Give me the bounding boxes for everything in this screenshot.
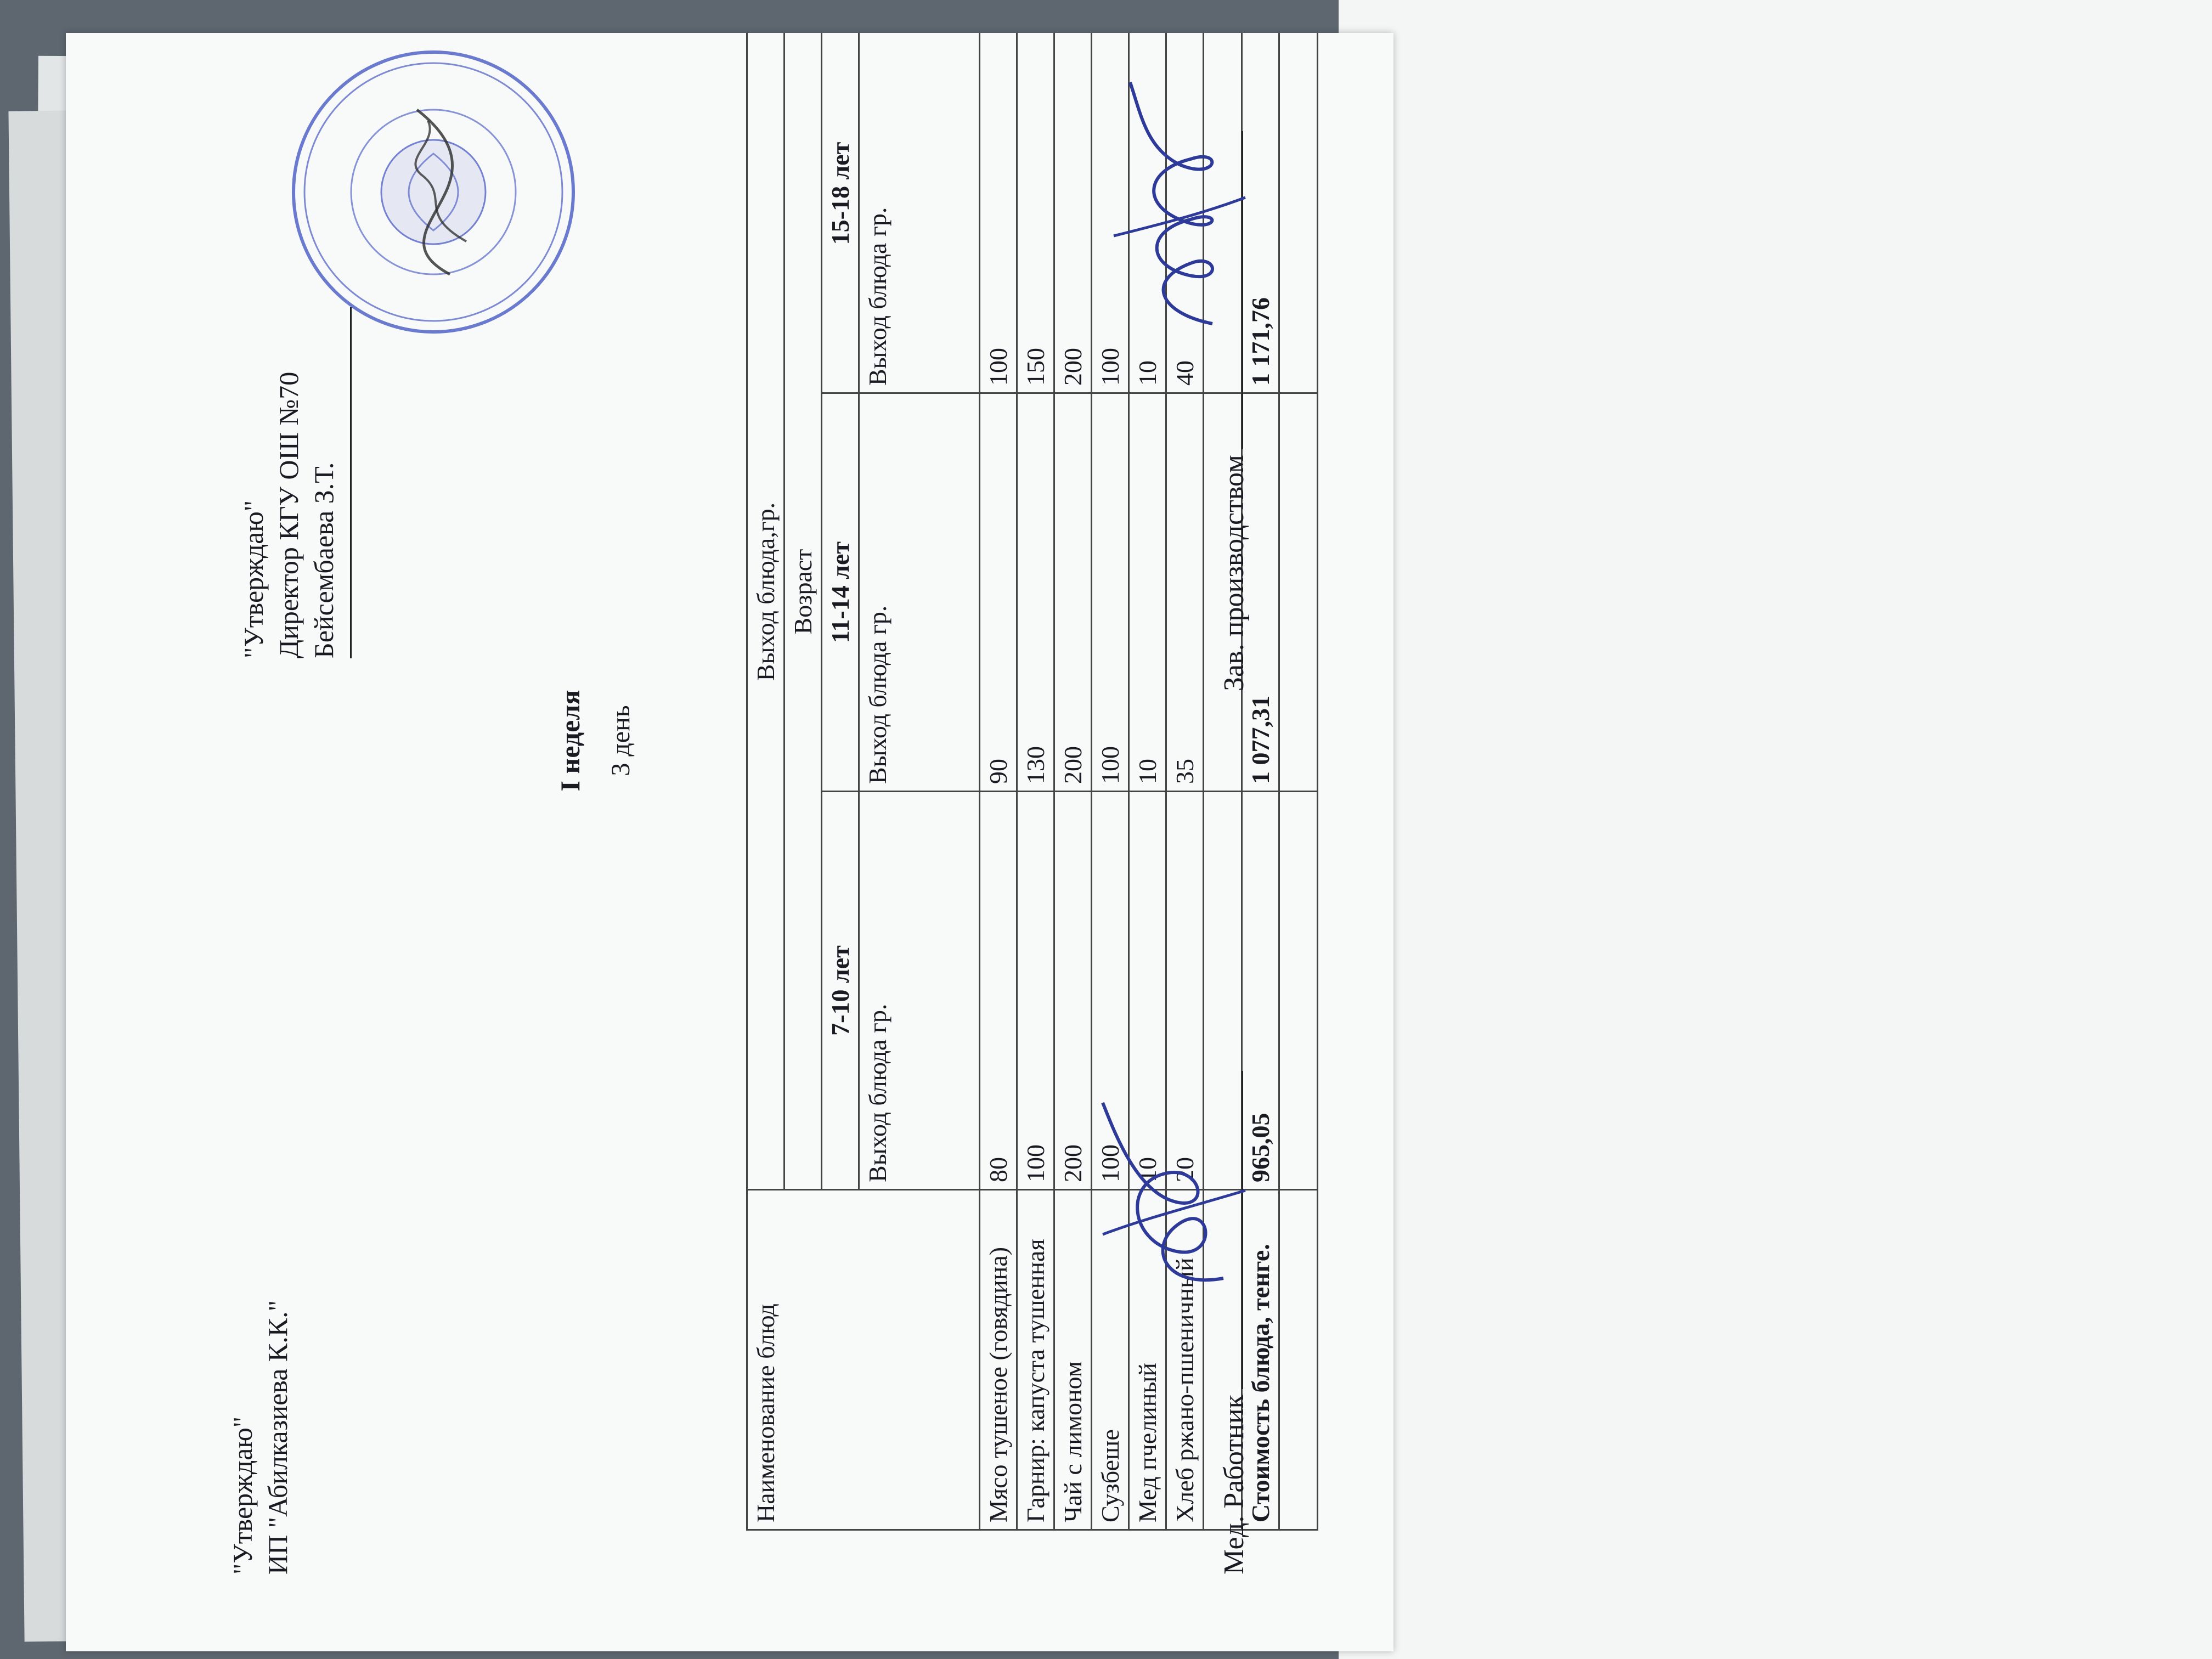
dish-output-7-10: 100: [1017, 792, 1054, 1190]
dish-output-11-14: 200: [1054, 393, 1092, 792]
total-cost-11-14: 1 077,31: [1242, 393, 1279, 792]
dish-output-11-14: 10: [1129, 393, 1166, 792]
dish-output-15-18: 100: [1092, 33, 1129, 393]
dish-output-11-14: 90: [980, 393, 1017, 792]
official-stamp: [285, 44, 582, 340]
sub-header-output: Выход блюда гр.: [859, 33, 980, 393]
total-cost-7-10: 965,05: [1242, 792, 1279, 1190]
age-group-header: 7-10 лет: [822, 792, 859, 1190]
dish-name: Чай с лимоном: [1054, 1190, 1092, 1530]
table-row-empty: [1279, 33, 1318, 1530]
table-row: [1017, 33, 1054, 1530]
dish-output-15-18: 150: [1017, 33, 1054, 393]
age-group-header: 11-14 лет: [822, 393, 859, 792]
table-surface: [1339, 0, 2212, 1659]
document-page: [66, 33, 1393, 1651]
dish-output-11-14: 100: [1092, 393, 1129, 792]
dish-output-11-14: 130: [1017, 393, 1054, 792]
total-label: Стоимость блюда, тенге.: [1242, 1190, 1279, 1530]
dish-output-15-18: 100: [980, 33, 1017, 393]
medic-signature: [1081, 1081, 1256, 1311]
dish-name: Хлеб ржано-пшеничный: [1166, 1190, 1204, 1530]
production-head-label: Зав. производством: [1218, 455, 1250, 691]
dish-output-7-10: 200: [1054, 792, 1092, 1190]
table-row: [980, 33, 1017, 1530]
dish-name: Сузбеше: [1092, 1190, 1129, 1530]
approval-label: "Утверждаю": [227, 1416, 258, 1575]
column-header-output: Выход блюда,гр.: [747, 33, 785, 1190]
dish-output-15-18: 10: [1129, 33, 1166, 393]
day-subtitle: 3 день: [606, 705, 635, 776]
dish-output-7-10: 80: [980, 792, 1017, 1190]
sub-header-output: Выход блюда гр.: [859, 792, 980, 1190]
dish-output-7-10: 10: [1129, 792, 1166, 1190]
approval-label: "Утверждаю": [238, 500, 269, 658]
dish-name: Гарнир: капуста тушенная: [1017, 1190, 1054, 1530]
signature-line: [341, 307, 352, 658]
medic-label: Мед. Работник: [1218, 1395, 1250, 1575]
age-group-header: 15-18 лет: [822, 33, 859, 393]
dish-name: Мед пчелиный: [1129, 1190, 1166, 1530]
document-content: [99, 33, 1333, 1618]
dish-output-15-18: 200: [1054, 33, 1092, 393]
sub-header-output: Выход блюда гр.: [859, 393, 980, 792]
approval-owner: ИП "Абилказиева К.К.": [262, 1300, 293, 1575]
approval-block-left: [225, 1300, 295, 1575]
dish-output-7-10: 100: [1092, 792, 1129, 1190]
dish-output-7-10: 20: [1166, 792, 1204, 1190]
column-header-age: Возраст: [785, 33, 822, 1190]
dish-output-11-14: 35: [1166, 393, 1204, 792]
approval-block-right: [236, 307, 352, 658]
dish-name: Мясо тушеное (говядина): [980, 1190, 1017, 1530]
total-cost-15-18: 1 171,76: [1242, 33, 1279, 393]
approval-position: Директор КГУ ОШ №70: [273, 371, 304, 658]
dish-output-15-18: 40: [1166, 33, 1204, 393]
production-head-signature: [1081, 60, 1256, 346]
title-block: [554, 521, 636, 960]
column-header-dish-name: Наименование блюд: [747, 1190, 980, 1530]
approval-person: Бейсембаева З.Т.: [308, 462, 339, 658]
week-title: I неделя: [555, 690, 585, 792]
